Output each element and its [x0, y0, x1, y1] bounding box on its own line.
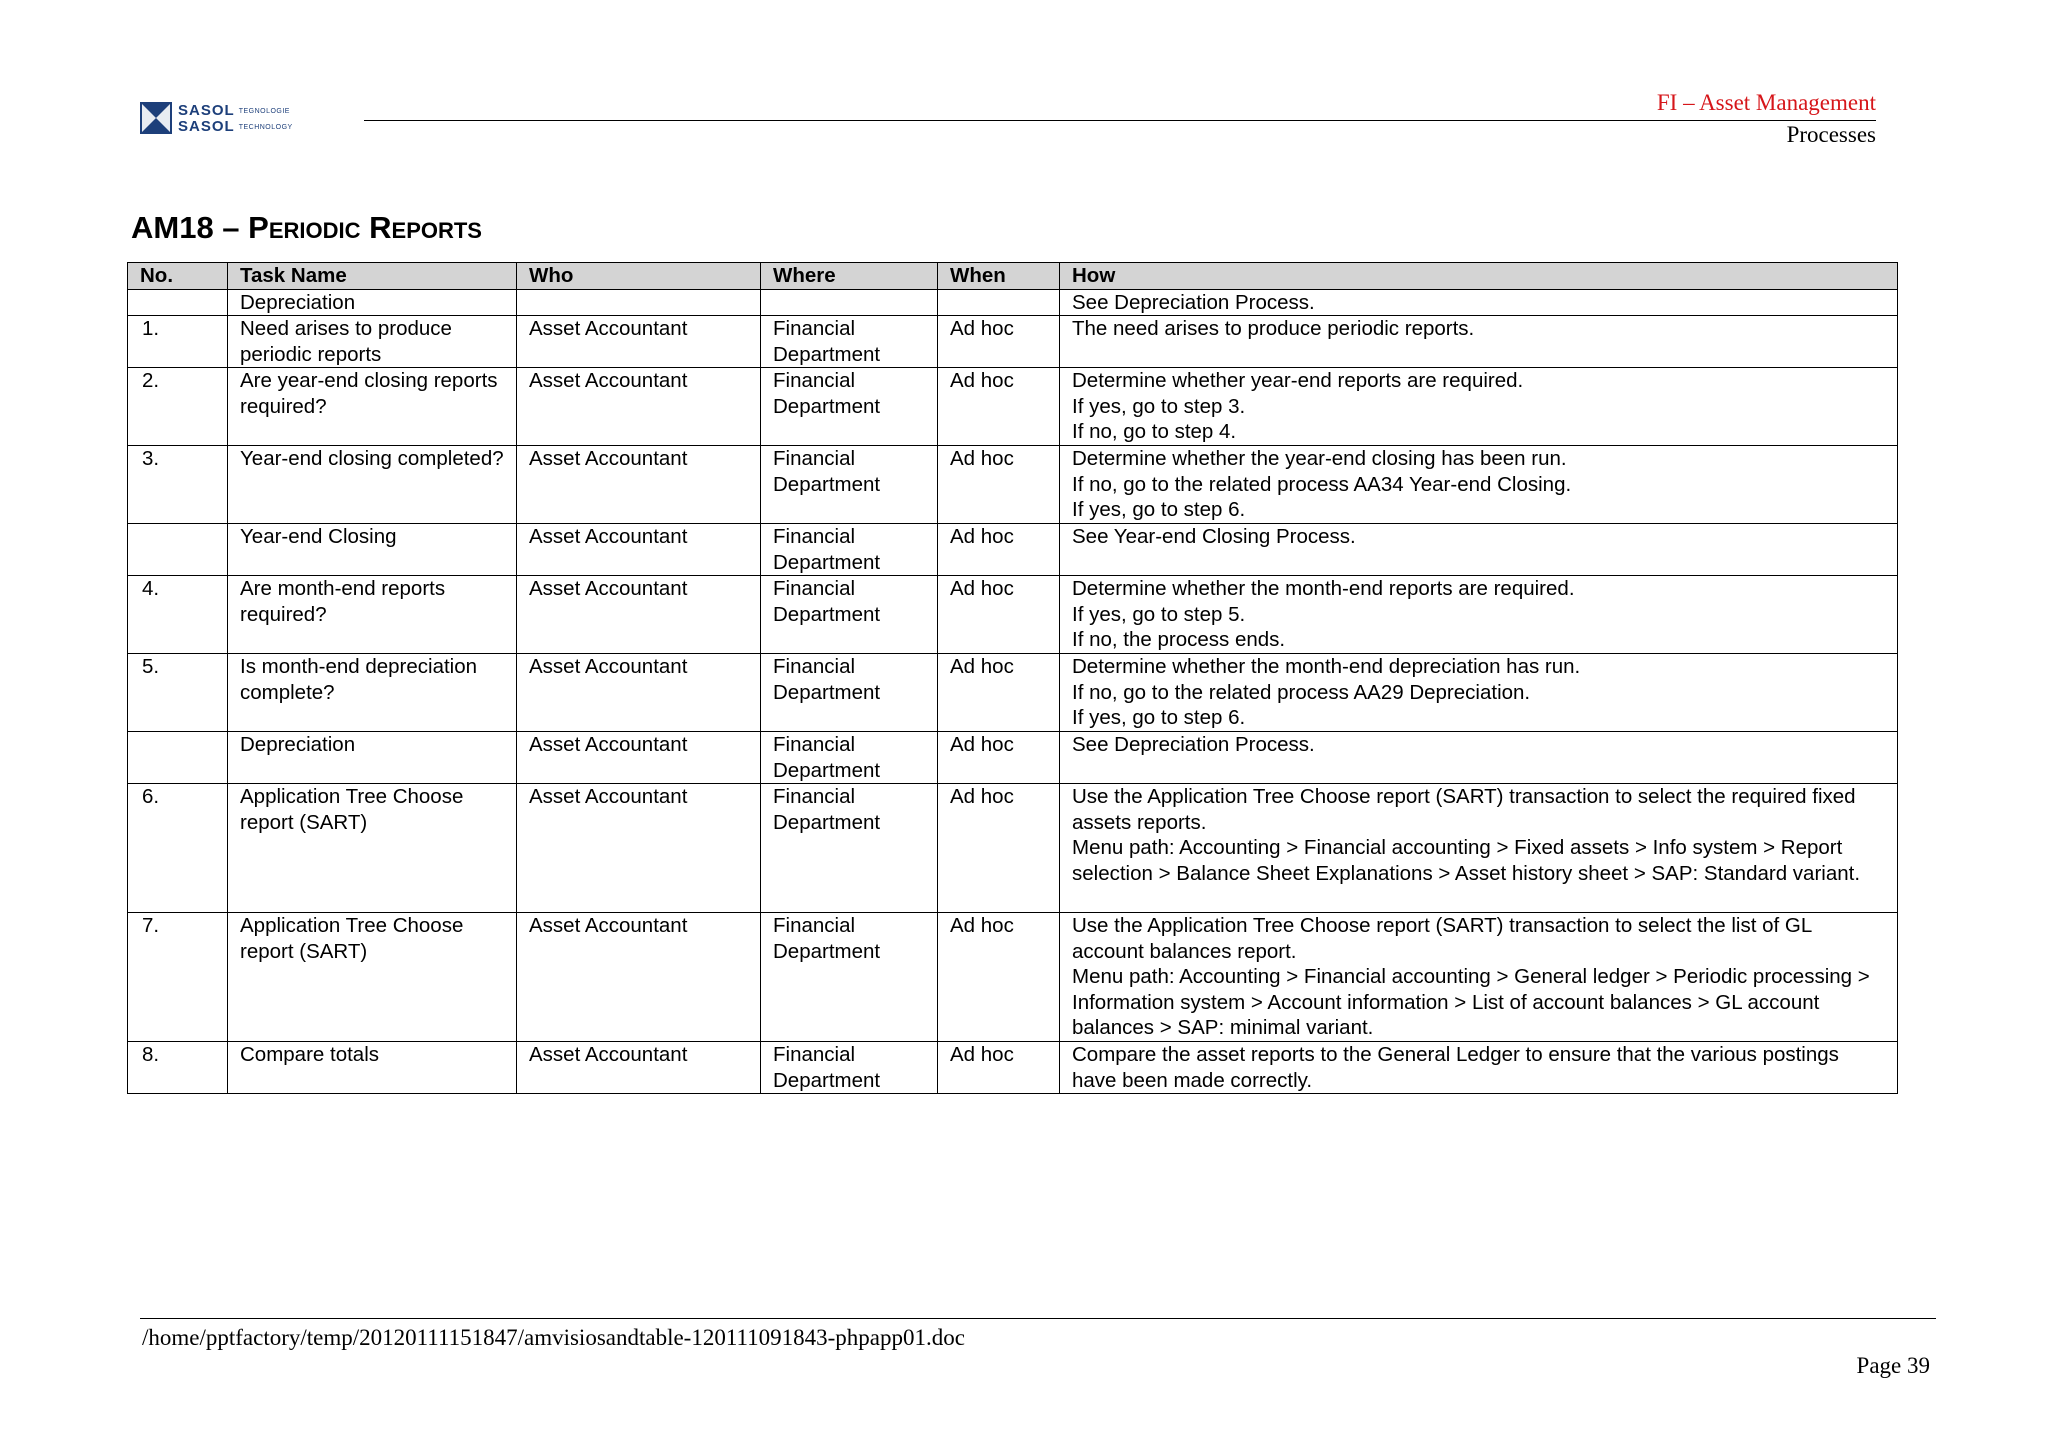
table-row: [128, 289, 1898, 316]
cell-when: Ad hoc: [938, 446, 1060, 524]
cell-when: Ad hoc: [938, 524, 1060, 576]
cell-where: Financial Department: [761, 1042, 938, 1094]
cell-where: Financial Department: [761, 446, 938, 524]
table-row: [128, 316, 1898, 368]
table-row: [128, 654, 1898, 732]
table-row: [128, 1042, 1898, 1094]
cell-how: Use the Application Tree Choose report (SART) transaction to select the required fixed assets reports. Menu path: Accounting > Financial accounting > Fixed assets > Info system > Report selection > Balance Sheet Explanations > Asset history sheet > SAP: Standard variant.: [1060, 784, 1898, 913]
cell-where: [761, 289, 938, 316]
cell-when: Ad hoc: [938, 316, 1060, 368]
table-row: [128, 784, 1898, 913]
cell-no: 2.: [128, 368, 228, 446]
table-row: [128, 732, 1898, 784]
cell-no: 7.: [128, 913, 228, 1042]
footer-rule: [140, 1318, 1936, 1319]
cell-task-name: Year-end closing completed?: [228, 446, 517, 524]
cell-where: Financial Department: [761, 913, 938, 1042]
process-table: [127, 262, 1898, 1094]
table-row: [128, 524, 1898, 576]
cell-task-name: Depreciation: [228, 289, 517, 316]
column-header-no: No.: [128, 263, 228, 290]
cell-task-name: Need arises to produce periodic reports: [228, 316, 517, 368]
cell-task-name: Compare totals: [228, 1042, 517, 1094]
cell-when: Ad hoc: [938, 732, 1060, 784]
cell-no: 4.: [128, 576, 228, 654]
cell-how: Determine whether the year-end closing has been run. If no, go to the related process AA34 Year-end Closing. If yes, go to step 6.: [1060, 446, 1898, 524]
cell-where: Financial Department: [761, 784, 938, 913]
header-rule: [364, 120, 1876, 121]
cell-no: 1.: [128, 316, 228, 368]
column-header-who: Who: [517, 263, 761, 290]
cell-who: Asset Accountant: [517, 654, 761, 732]
table-row: [128, 368, 1898, 446]
cell-who: Asset Accountant: [517, 1042, 761, 1094]
cell-no: [128, 524, 228, 576]
column-header-how: How: [1060, 263, 1898, 290]
cell-no: 6.: [128, 784, 228, 913]
cell-when: Ad hoc: [938, 784, 1060, 913]
page-number: Page 39: [1856, 1353, 1930, 1378]
cell-where: Financial Department: [761, 316, 938, 368]
cell-how: See Depreciation Process.: [1060, 289, 1898, 316]
cell-when: Ad hoc: [938, 913, 1060, 1042]
cell-who: Asset Accountant: [517, 446, 761, 524]
cell-how: Compare the asset reports to the General Ledger to ensure that the various postings have been made correctly.: [1060, 1042, 1898, 1094]
sasol-logo-icon: [140, 102, 172, 134]
column-header-task-name: Task Name: [228, 263, 517, 290]
table-header-row: [128, 263, 1898, 290]
cell-who: Asset Accountant: [517, 524, 761, 576]
cell-when: Ad hoc: [938, 654, 1060, 732]
company-logo: [140, 102, 330, 136]
cell-how: See Year-end Closing Process.: [1060, 524, 1898, 576]
cell-how: See Depreciation Process.: [1060, 732, 1898, 784]
cell-where: Financial Department: [761, 732, 938, 784]
cell-who: Asset Accountant: [517, 368, 761, 446]
header-title: FI – Asset Management: [1656, 90, 1876, 115]
cell-how: Determine whether the month-end reports are required. If yes, go to step 5. If no, the process ends.: [1060, 576, 1898, 654]
cell-when: Ad hoc: [938, 1042, 1060, 1094]
section-title: AM18 – Periodic Reports: [131, 210, 482, 245]
table-row: [128, 576, 1898, 654]
logo-line-1: SASOL TEGNOLOGIE: [178, 102, 290, 119]
cell-task-name: Are year-end closing reports required?: [228, 368, 517, 446]
cell-task-name: Application Tree Choose report (SART): [228, 784, 517, 913]
cell-how: Determine whether year-end reports are required. If yes, go to step 3. If no, go to step 4.: [1060, 368, 1898, 446]
cell-how: Determine whether the month-end depreciation has run. If no, go to the related process AA29 Depreciation. If yes, go to step 6.: [1060, 654, 1898, 732]
cell-how: The need arises to produce periodic reports.: [1060, 316, 1898, 368]
cell-task-name: Is month-end depreciation complete?: [228, 654, 517, 732]
cell-task-name: Depreciation: [228, 732, 517, 784]
cell-when: Ad hoc: [938, 576, 1060, 654]
cell-when: Ad hoc: [938, 368, 1060, 446]
cell-who: [517, 289, 761, 316]
cell-who: Asset Accountant: [517, 913, 761, 1042]
cell-who: Asset Accountant: [517, 316, 761, 368]
table-row: [128, 913, 1898, 1042]
column-header-when: When: [938, 263, 1060, 290]
cell-where: Financial Department: [761, 524, 938, 576]
cell-task-name: Year-end Closing: [228, 524, 517, 576]
cell-who: Asset Accountant: [517, 576, 761, 654]
cell-no: [128, 289, 228, 316]
cell-no: [128, 732, 228, 784]
cell-who: Asset Accountant: [517, 784, 761, 913]
cell-how: Use the Application Tree Choose report (SART) transaction to select the list of GL account balances report. Menu path: Accounting > Financial accounting > General ledger > Periodic processing > Information system > Account information > List of account balances > GL account balances > SAP: minimal variant.: [1060, 913, 1898, 1042]
logo-line-2: SASOL TECHNOLOGY: [178, 118, 293, 135]
cell-where: Financial Department: [761, 654, 938, 732]
page-header: [140, 86, 1876, 156]
cell-where: Financial Department: [761, 576, 938, 654]
cell-task-name: Application Tree Choose report (SART): [228, 913, 517, 1042]
cell-where: Financial Department: [761, 368, 938, 446]
footer-file-path: /home/pptfactory/temp/20120111151847/amvisiosandtable-120111091843-phpapp01.doc: [142, 1325, 965, 1350]
table-row: [128, 446, 1898, 524]
cell-task-name: Are month-end reports required?: [228, 576, 517, 654]
column-header-where: Where: [761, 263, 938, 290]
cell-when: [938, 289, 1060, 316]
cell-no: 8.: [128, 1042, 228, 1094]
header-subtitle: Processes: [1786, 122, 1876, 147]
cell-no: 5.: [128, 654, 228, 732]
cell-no: 3.: [128, 446, 228, 524]
cell-who: Asset Accountant: [517, 732, 761, 784]
